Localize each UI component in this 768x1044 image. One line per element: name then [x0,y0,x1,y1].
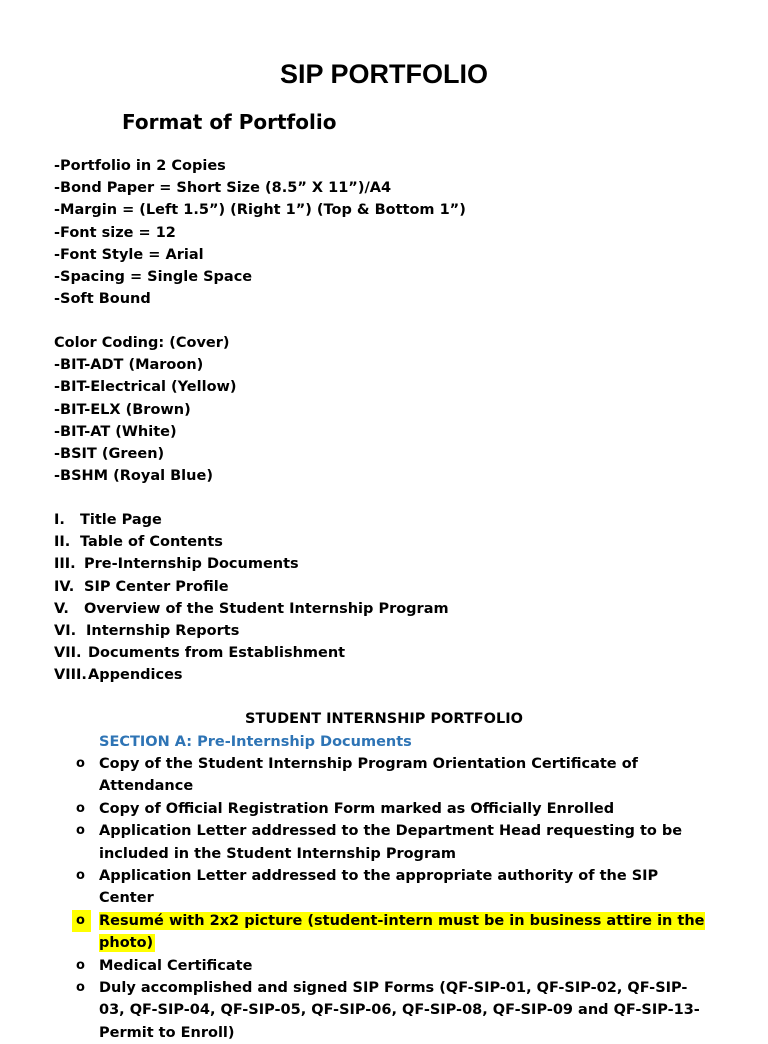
portfolio-section-heading: STUDENT INTERNSHIP PORTFOLIO [245,711,523,727]
outline-label: Pre-Internship Documents [84,556,299,573]
outline-number: VIII. [54,667,87,684]
portfolio-outline [54,509,449,687]
outline-label: Table of Contents [80,534,223,551]
outline-label: Appendices [88,667,183,684]
color-coding-line: -BIT-ADT (Maroon) [54,357,204,374]
requirement-text: Medical Certificate [99,957,253,974]
format-line: -Portfolio in 2 Copies [54,158,226,174]
requirement-item [0,753,709,798]
color-coding [54,332,237,487]
bullet-icon: o [76,823,85,839]
outline-number: II. [54,534,71,551]
color-coding-line: -BSHM (Royal Blue) [54,468,213,485]
format-line: -Bond Paper = Short Size (8.5” X 11”)/A4 [54,180,392,197]
outline-item [54,598,449,620]
bullet-icon: o [76,980,85,996]
requirement-item [0,977,709,1044]
outline-label: Internship Reports [86,623,240,640]
outline-label: SIP Center Profile [84,578,229,595]
requirement-text: Application Letter addressed to the appropriate authority of the SIP Center [99,868,659,907]
requirement-text: Resumé with 2x2 picture (student-intern must be in business attire in the photo) [99,912,705,952]
section-a-title: SECTION A: Pre-Internship Documents [99,734,412,750]
bullet-icon: o [76,800,85,816]
outline-item [54,576,449,598]
requirement-item [0,910,709,955]
requirement-item [0,865,709,910]
color-coding-line: -BIT-ELX (Brown) [54,401,191,418]
color-coding-heading: Color Coding: (Cover) [54,335,230,351]
requirement-item [0,798,709,820]
format-line: -Font size = 12 [54,224,176,241]
bullet-icon: o [76,957,85,973]
color-coding-line: -BSIT (Green) [54,446,165,463]
outline-number: IV. [54,578,75,595]
format-line: -Soft Bound [54,291,151,308]
format-line: -Font Style = Arial [54,246,204,263]
outline-number: III. [54,556,76,573]
outline-number: VII. [54,645,82,662]
outline-number: I. [54,512,65,528]
page-title: SIP PORTFOLIO [279,59,489,89]
outline-item [54,620,449,642]
outline-item [54,509,449,531]
outline-label: Documents from Establishment [88,645,346,662]
outline-number: V. [54,600,69,617]
requirement-item [0,820,709,865]
outline-item [54,531,449,553]
requirement-item [0,955,709,977]
format-line: -Margin = (Left 1.5”) (Right 1”) (Top & Bottom 1”) [54,202,466,219]
format-heading: Format of Portfolio [122,110,337,134]
requirements-list [0,753,768,1044]
format-specs [54,155,466,310]
outline-label: Overview of the Student Internship Program [84,600,449,617]
color-coding-line: -BIT-Electrical (Yellow) [54,379,237,396]
outline-item [54,553,449,575]
outline-item [54,642,449,664]
outline-item [54,664,449,686]
requirement-text: Application Letter addressed to the Department Head requesting to be included in the Student Internship Program [99,823,683,862]
bullet-icon: o [76,868,85,884]
requirement-text: Copy of Official Registration Form marked as Officially Enrolled [99,800,615,817]
requirement-text: Copy of the Student Internship Program Orientation Certificate of Attendance [99,756,638,795]
format-line: -Spacing = Single Space [54,269,253,286]
bullet-icon: o [72,910,91,932]
requirement-text: Duly accomplished and signed SIP Forms (QF-SIP-01, QF-SIP-02, QF-SIP-03, QF-SIP-04, QF-SIP-05, QF-SIP-06, QF-SIP-08, QF-SIP-09 and QF-SIP-13-Permit to Enroll) [99,980,700,1041]
color-coding-line: -BIT-AT (White) [54,423,177,440]
outline-number: VI. [54,623,77,640]
outline-label: Title Page [80,512,162,528]
bullet-icon: o [76,756,85,771]
